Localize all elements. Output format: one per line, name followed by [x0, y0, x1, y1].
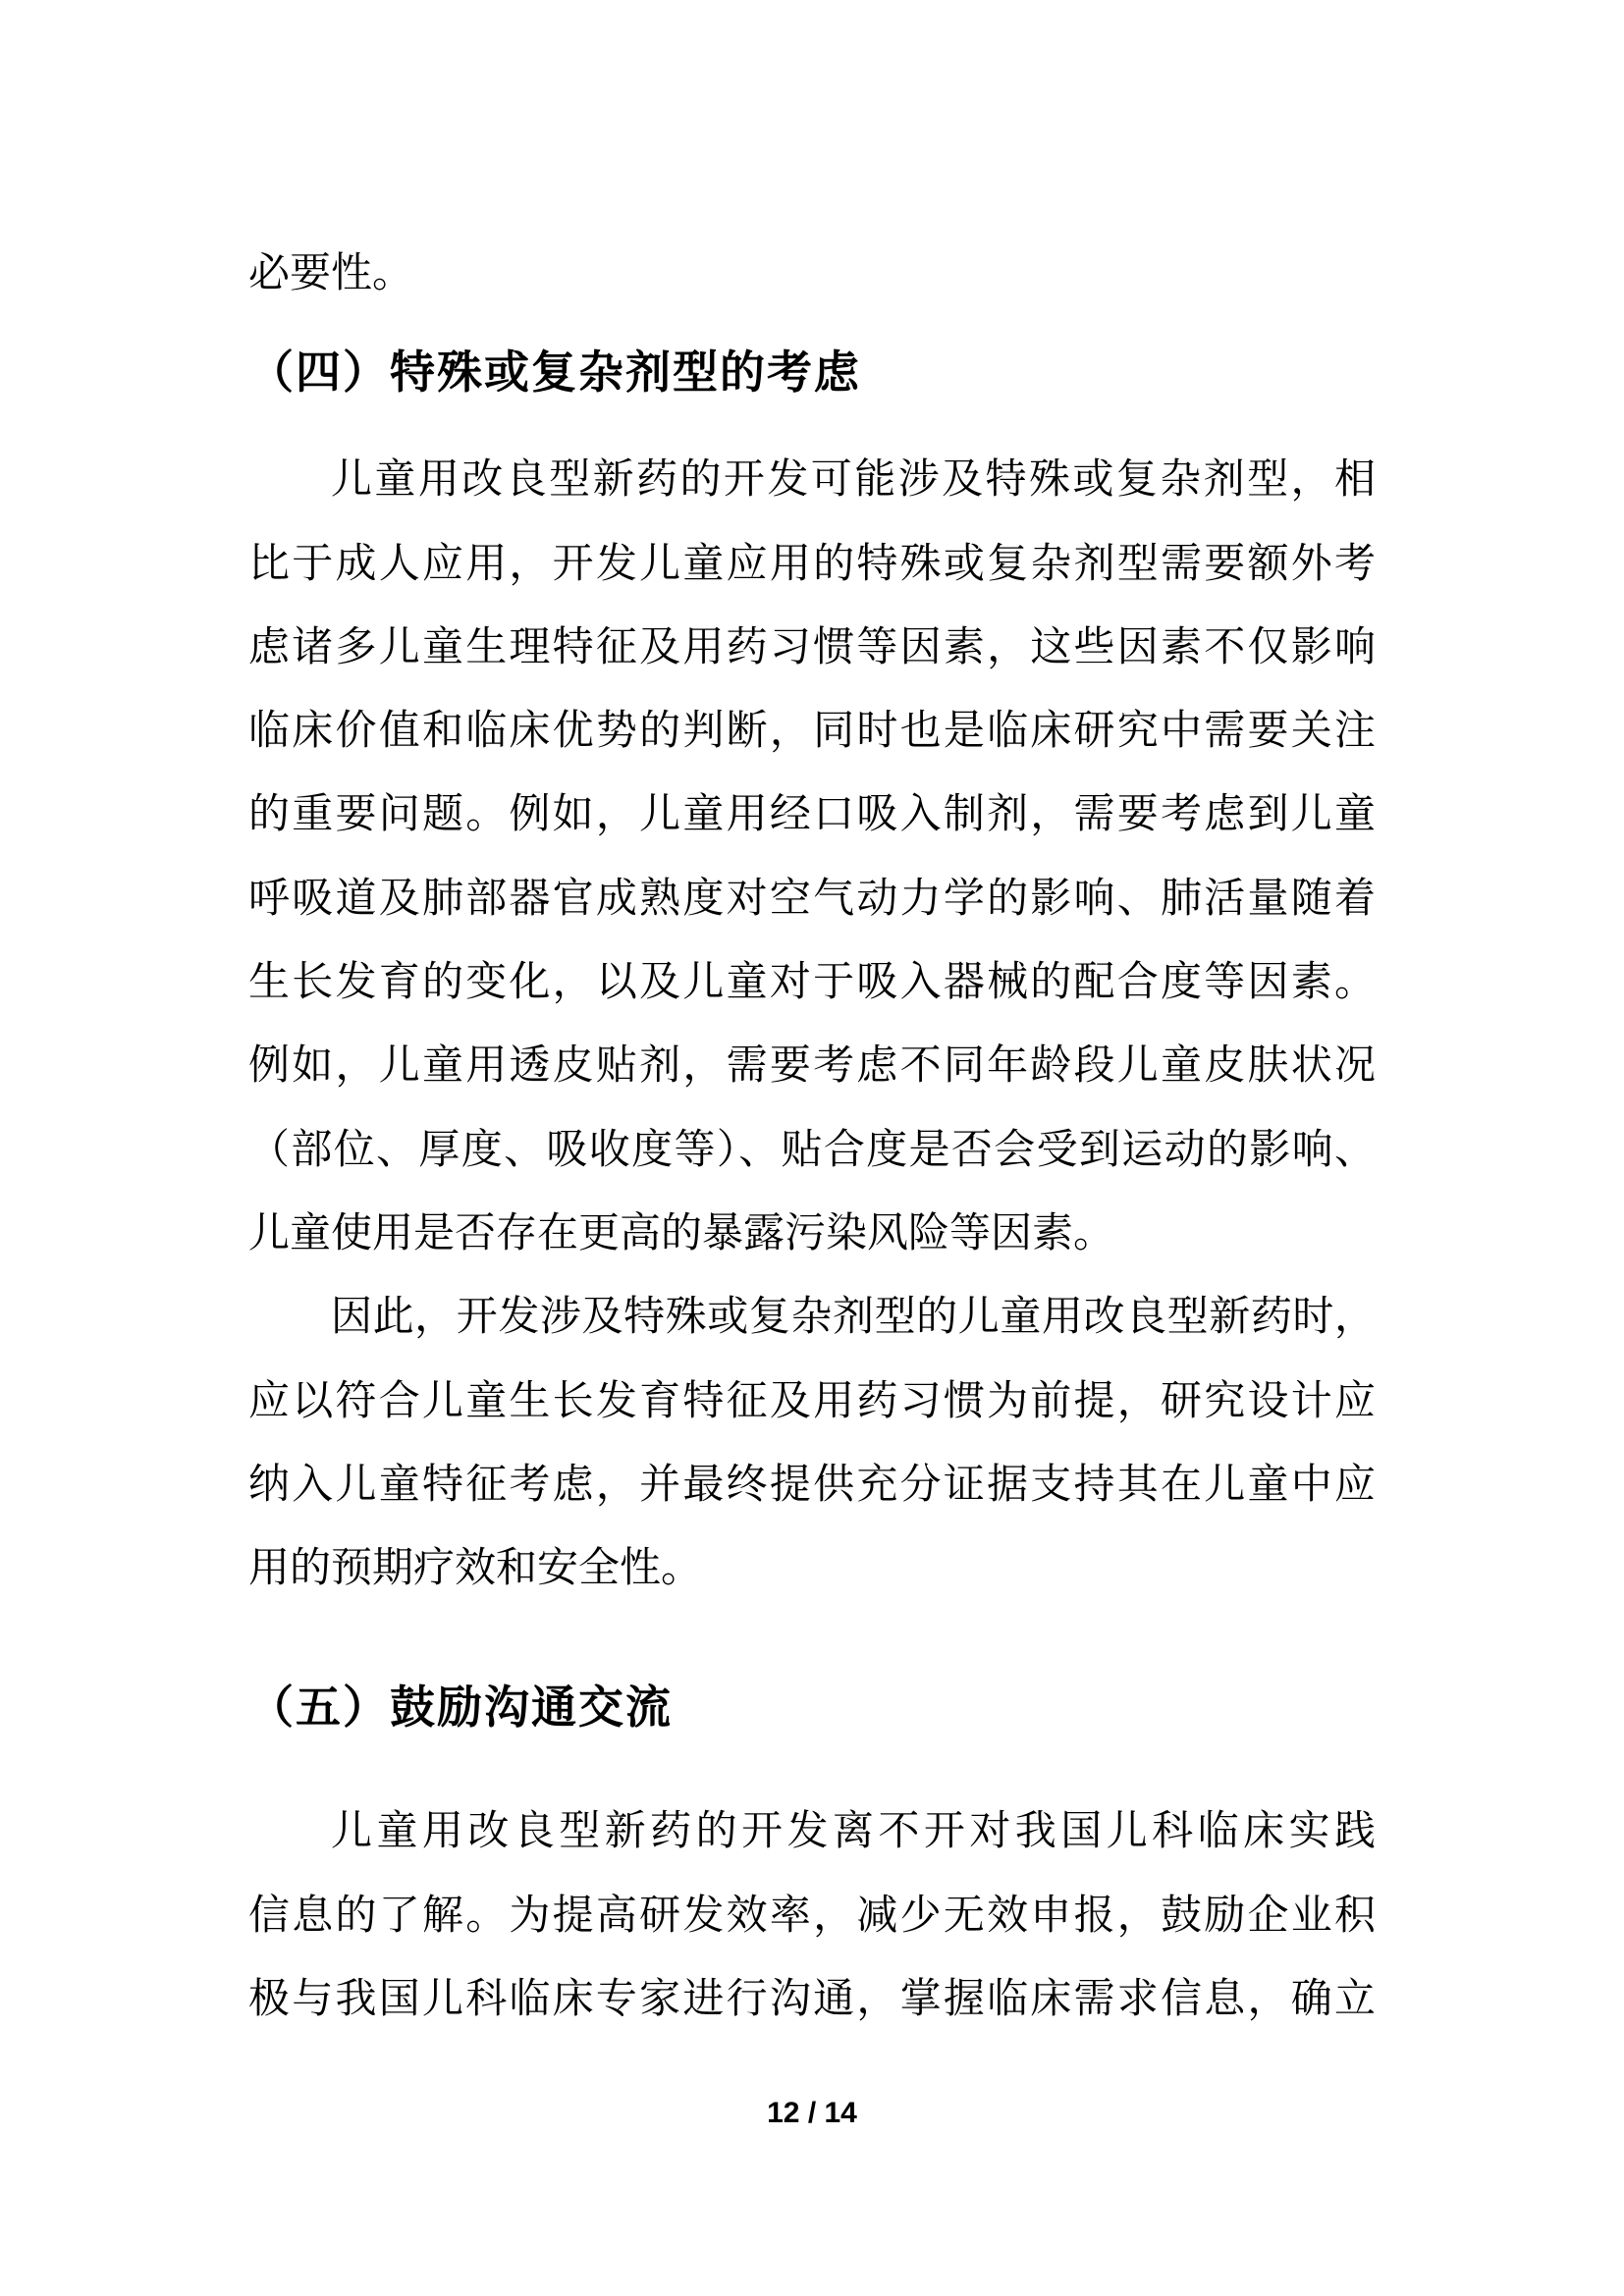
section-heading-special-dosage-forms: （四）特殊或复杂剂型的考虑: [248, 346, 861, 400]
text-line: 生长发育的变化，以及儿童对于吸入器械的配合度等因素。: [248, 957, 1376, 1006]
text-line: 的重要问题。例如，儿童用经口吸入制剂，需要考虑到儿童: [248, 789, 1376, 838]
text-line: 信息的了解。为提高研发效率，减少无效申报，鼓励企业积: [248, 1890, 1376, 1939]
text-line: 儿童用改良型新药的开发离不开对我国儿科临床实践: [331, 1806, 1376, 1855]
text-line: 比于成人应用，开发儿童应用的特殊或复杂剂型需要额外考: [248, 538, 1376, 587]
text-line: 临床价值和临床优势的判断，同时也是临床研究中需要关注: [248, 706, 1376, 755]
section4-paragraph-1: [248, 437, 1376, 1274]
text-line: 虑诸多儿童生理特征及用药习惯等因素，这些因素不仅影响: [248, 621, 1376, 670]
text-line: 儿童使用是否存在更高的暴露污染风险等因素。: [248, 1207, 1115, 1256]
text-line: 因此，开发涉及特殊或复杂剂型的儿童用改良型新药时，: [331, 1292, 1376, 1341]
page-footer: [0, 2097, 1624, 2130]
paragraph-continuation-line: 必要性。: [248, 248, 414, 296]
section-heading-communication: （五）鼓励沟通交流: [248, 1681, 673, 1735]
text-line: 用的预期疗效和安全性。: [248, 1543, 703, 1592]
text-line: （部位、厚度、吸收度等）、贴合度是否会受到运动的影响、: [248, 1124, 1376, 1173]
text-line: 应以符合儿童生长发育特征及用药习惯为前提，研究设计应: [248, 1375, 1376, 1424]
text-line: 儿童用改良型新药的开发可能涉及特殊或复杂剂型，相: [331, 454, 1376, 504]
text-line: 纳入儿童特征考虑，并最终提供充分证据支持其在儿童中应: [248, 1459, 1376, 1508]
document-content: [248, 231, 1376, 2040]
text-line: 呼吸道及肺部器官成熟度对空气动力学的影响、肺活量随着: [248, 873, 1376, 922]
section4-paragraph-2: [248, 1274, 1376, 1609]
section5-paragraph-1: [248, 1789, 1376, 2040]
page-number: 12 / 14: [767, 2097, 857, 2129]
text-line: 例如，儿童用透皮贴剂，需要考虑不同年龄段儿童皮肤状况: [248, 1041, 1376, 1090]
text-line: 极与我国儿科临床专家进行沟通，掌握临床需求信息，确立: [248, 1974, 1376, 2023]
